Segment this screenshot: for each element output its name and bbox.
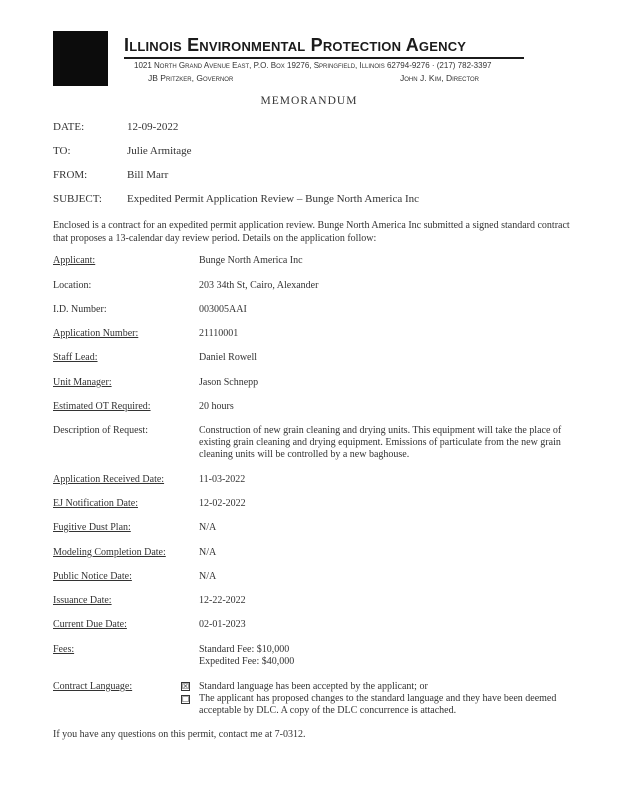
current-due-date-label: Current Due Date: bbox=[53, 619, 127, 630]
subject-value: Expedited Permit Application Review – Bunge North America Inc bbox=[127, 193, 420, 205]
date-label: DATE: bbox=[53, 121, 85, 133]
agency-address: 1021 North Grand Avenue East, P.O. Box 19276, Springfield, Illinois 62794-9276 · (217) 782-3397 bbox=[134, 61, 492, 70]
director-name: John J. Kim, Director bbox=[400, 73, 480, 83]
unit-manager-value: Jason Schnepp bbox=[199, 377, 259, 388]
location-label: Location: bbox=[53, 280, 92, 291]
memo-title: MEMORANDUM bbox=[260, 95, 358, 107]
contract-language-label: Contract Language: bbox=[53, 681, 133, 692]
governor-name: JB Pritzker, Governor bbox=[148, 73, 234, 83]
applicant-label: Applicant: bbox=[53, 255, 96, 266]
standard-language-text: Standard language has been accepted by the applicant; or bbox=[199, 681, 428, 692]
modeling-completion-value: N/A bbox=[199, 547, 217, 558]
modeling-completion-label: Modeling Completion Date: bbox=[53, 547, 166, 558]
letterhead-rule bbox=[124, 57, 524, 59]
staff-lead-value: Daniel Rowell bbox=[199, 352, 258, 363]
estimated-ot-label: Estimated OT Required: bbox=[53, 401, 151, 412]
agency-logo bbox=[53, 31, 108, 86]
expedited-fee: Expedited Fee: $40,000 bbox=[199, 656, 295, 667]
from-label: FROM: bbox=[53, 169, 88, 181]
public-notice-value: N/A bbox=[199, 571, 217, 582]
to-label: TO: bbox=[53, 145, 71, 157]
fees-label: Fees: bbox=[53, 644, 75, 655]
issuance-date-label: Issuance Date: bbox=[53, 595, 112, 606]
issuance-date-value: 12-22-2022 bbox=[199, 595, 246, 606]
standard-fee: Standard Fee: $10,000 bbox=[199, 644, 290, 655]
id-number-label: I.D. Number: bbox=[53, 304, 107, 315]
fugitive-dust-label: Fugitive Dust Plan: bbox=[53, 522, 131, 533]
intro-paragraph: Enclosed is a contract for an expedited permit application review. Bunge North America Inc submitted a signed standard contract that proposes a 13-calendar day review period. Details on the application follow: bbox=[53, 220, 570, 244]
closing-line: If you have any questions on this permit, contact me at 7-0312. bbox=[53, 729, 306, 740]
id-number-value: 003005AAI bbox=[199, 304, 247, 315]
current-due-date-value: 02-01-2023 bbox=[199, 619, 246, 630]
ej-notification-label: EJ Notification Date: bbox=[53, 498, 138, 509]
application-received-label: Application Received Date: bbox=[53, 474, 165, 485]
unit-manager-label: Unit Manager: bbox=[53, 377, 112, 388]
proposed-changes-text: The applicant has proposed changes to the standard language and they have been deemed acceptable by DLC. A copy of the DLC concurrence is attached. bbox=[199, 693, 557, 716]
applicant-value: Bunge North America Inc bbox=[199, 255, 303, 266]
ej-notification-value: 12-02-2022 bbox=[199, 498, 246, 509]
staff-lead-label: Staff Lead: bbox=[53, 352, 98, 363]
fugitive-dust-value: N/A bbox=[199, 522, 217, 533]
public-notice-label: Public Notice Date: bbox=[53, 571, 132, 582]
to-value: Julie Armitage bbox=[127, 145, 192, 157]
proposed-changes-checkbox[interactable]: ☐ bbox=[182, 695, 190, 704]
description-label: Description of Request: bbox=[53, 425, 148, 436]
estimated-ot-value: 20 hours bbox=[199, 401, 234, 412]
subject-label: SUBJECT: bbox=[53, 193, 102, 205]
agency-name: Illinois Environmental Protection Agency bbox=[124, 35, 467, 55]
application-number-value: 21110001 bbox=[199, 328, 239, 339]
application-received-value: 11-03-2022 bbox=[199, 474, 246, 485]
date-value: 12-09-2022 bbox=[127, 121, 179, 133]
description-value: Construction of new grain cleaning and drying units. This equipment will take the place of existing grain cleaning and drying equipment. Emissions of particulate from the new grain cleaning units will be controlled by a new baghouse. bbox=[199, 425, 562, 460]
standard-language-checkbox[interactable]: ☒ bbox=[182, 682, 190, 691]
from-value: Bill Marr bbox=[127, 169, 169, 181]
application-number-label: Application Number: bbox=[53, 328, 139, 339]
location-value: 203 34th St, Cairo, Alexander bbox=[199, 280, 319, 291]
